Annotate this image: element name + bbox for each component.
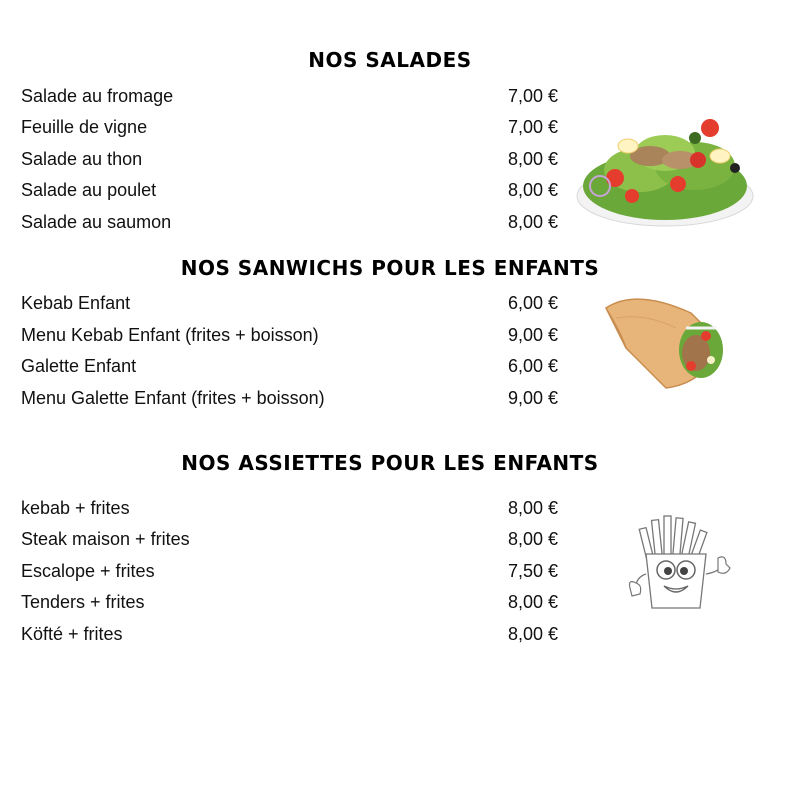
- salad-plate-icon: [570, 108, 755, 233]
- section-title-salades: NOS SALADES: [308, 48, 472, 72]
- menu-item: [21, 527, 581, 551]
- menu-item-name: Salade au fromage: [21, 86, 174, 106]
- menu-item-name: Galette Enfant: [21, 356, 137, 376]
- menu-item-price: 8,00 €: [508, 624, 559, 644]
- menu-item-price: 6,00 €: [508, 293, 559, 313]
- menu-item-name: Salade au saumon: [21, 212, 172, 232]
- menu-item-price: 8,00 €: [508, 149, 559, 169]
- menu-item: [21, 147, 581, 171]
- menu-item: [21, 178, 581, 202]
- menu-item-price: 9,00 €: [508, 325, 559, 345]
- wrap-sandwich-icon: [596, 288, 736, 398]
- menu-item-name: kebab + frites: [21, 498, 130, 518]
- menu-item-name: Steak maison + frites: [21, 529, 190, 549]
- menu-item: [21, 622, 581, 646]
- menu-item: [21, 323, 581, 347]
- menu-item: [21, 496, 581, 520]
- menu-item-name: Salade au poulet: [21, 180, 157, 200]
- menu-item-price: 9,00 €: [508, 388, 559, 408]
- menu-item: [21, 590, 581, 614]
- menu-item-price: 7,50 €: [508, 561, 559, 581]
- section-title-assiettes: NOS ASSIETTES POUR LES ENFANTS: [181, 451, 599, 475]
- menu-item: [21, 291, 581, 315]
- menu-item-price: 8,00 €: [508, 212, 559, 232]
- menu-item: [21, 210, 581, 234]
- menu-item-name: Escalope + frites: [21, 561, 155, 581]
- menu-item-price: 8,00 €: [508, 498, 559, 518]
- menu-item: [21, 354, 581, 378]
- menu-item: [21, 115, 581, 139]
- menu-item: [21, 386, 581, 410]
- menu-item-price: 8,00 €: [508, 180, 559, 200]
- menu-item-price: 7,00 €: [508, 86, 559, 106]
- menu-item-name: Feuille de vigne: [21, 117, 148, 137]
- menu-item-price: 7,00 €: [508, 117, 559, 137]
- menu-item: [21, 559, 581, 583]
- menu-item-name: Tenders + frites: [21, 592, 145, 612]
- fries-mascot-icon: [622, 514, 734, 614]
- menu-item: [21, 84, 581, 108]
- section-title-sandwichs: NOS SANWICHS POUR LES ENFANTS: [180, 256, 600, 280]
- menu-item-price: 8,00 €: [508, 592, 559, 612]
- menu-item-name: Menu Galette Enfant (frites + boisson): [21, 388, 325, 408]
- menu-item-name: Köfté + frites: [21, 624, 123, 644]
- menu-item-name: Kebab Enfant: [21, 293, 131, 313]
- menu-item-price: 6,00 €: [508, 356, 559, 376]
- menu-item-name: Salade au thon: [21, 149, 143, 169]
- menu-item-name: Menu Kebab Enfant (frites + boisson): [21, 325, 319, 345]
- menu-item-price: 8,00 €: [508, 529, 559, 549]
